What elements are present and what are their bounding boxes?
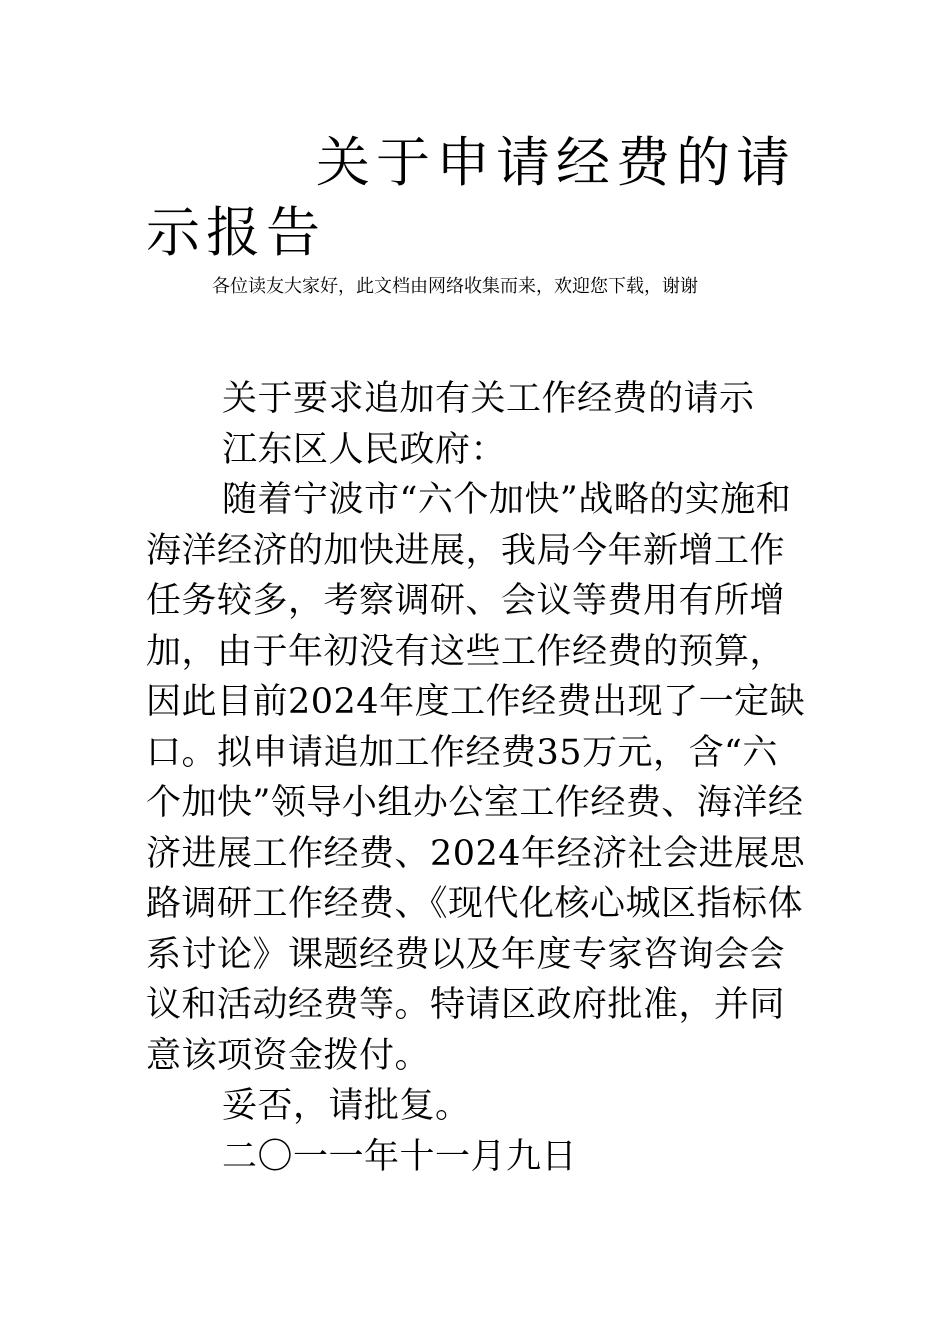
request-subject: 关于要求追加有关工作经费的请示 [222, 379, 755, 419]
body-paragraph: 随着宁波市“六个加快”战略的实施和海洋经济的加快进展，我局今年新增工作任务较多，考察调研、会议等费用有所增加，由于年初没有这些工作经费的预算，因此目前2024年度工作经费出现了一定缺口。拟申请追加工作经费35万元，含“六个加快”领导小组办公室工作经费、海洋经济进展工作经费、2024年经济社会进展思路调研工作经费、《现代化核心城区指标体系讨论》课题经费以及年度专家咨询会会议和活动经费等。特请区政府批准，并同意该项资金拨付。 [146, 480, 806, 1076]
document-date: 二〇一一年十一月九日 [222, 1136, 578, 1177]
document-title: 关于申请经费的请示报告 [146, 131, 796, 264]
document-body [146, 374, 808, 1182]
download-notice: 各位读友大家好，此文档由网络收集而来，欢迎您下载，谢谢 [212, 276, 698, 297]
recipient-line: 江东区人民政府： [222, 429, 507, 470]
closing-line: 妥否，请批复。 [222, 1086, 471, 1126]
